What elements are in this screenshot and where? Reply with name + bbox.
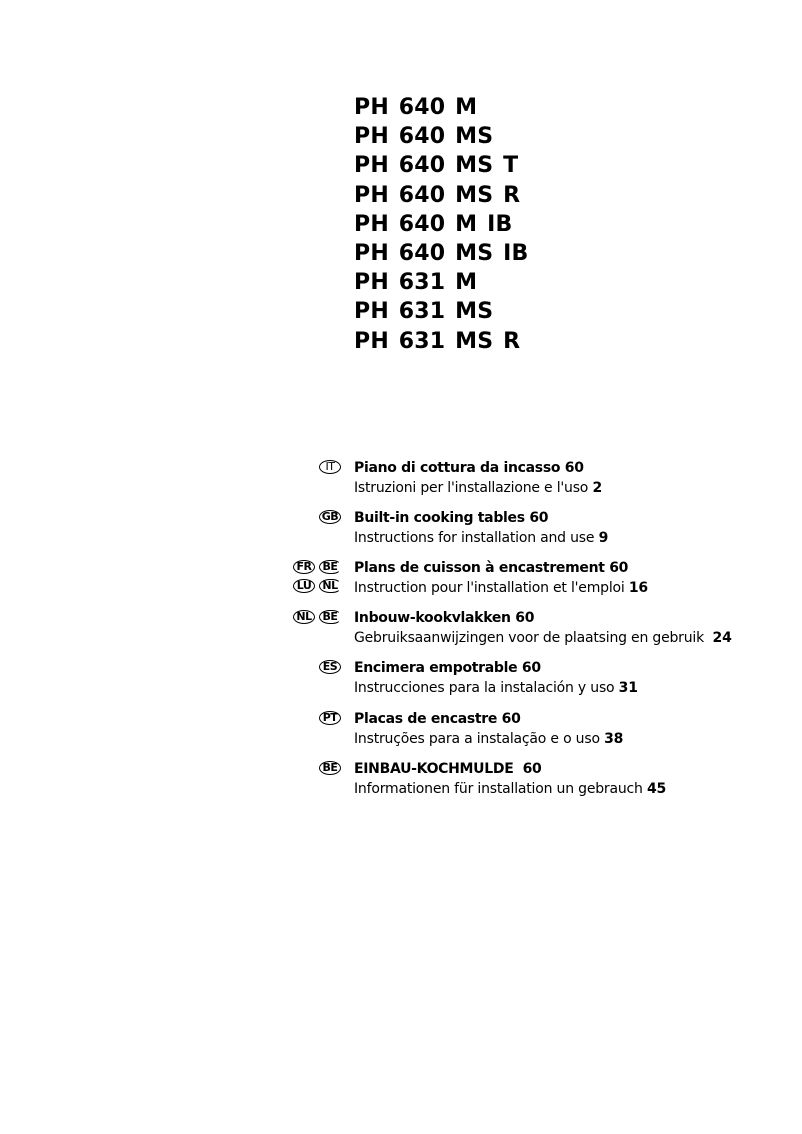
model-name: PH 631 M bbox=[354, 270, 478, 296]
page-number[interactable]: 9 bbox=[598, 530, 609, 547]
toc-entry-nl bbox=[0, 608, 802, 658]
country-badge-icon: PT bbox=[319, 711, 341, 725]
model-name: PH 631 MS bbox=[354, 299, 494, 325]
model-list bbox=[354, 93, 529, 356]
toc-subtitle: Instruções para a instalação e o uso 38 bbox=[354, 730, 624, 747]
country-badge-icon: BE bbox=[319, 761, 341, 775]
toc-entry-de bbox=[0, 759, 802, 809]
country-badge-icon: BE bbox=[319, 610, 341, 624]
page-number[interactable]: 31 bbox=[618, 680, 638, 697]
toc-subtitle: Instrucciones para la instalación y uso 31 bbox=[354, 680, 638, 697]
country-badge-icon: LU bbox=[293, 579, 315, 593]
page-number[interactable]: 45 bbox=[646, 780, 667, 797]
model-name: PH 631 MS R bbox=[354, 328, 521, 354]
country-badge-icon: NL bbox=[293, 610, 315, 624]
page-number[interactable]: 24 bbox=[712, 630, 732, 647]
country-badge-icon: NL bbox=[319, 579, 341, 593]
toc-title: Encimera empotrable 60 bbox=[354, 660, 541, 677]
toc-entry-fr bbox=[0, 558, 802, 608]
page-number[interactable]: 16 bbox=[628, 579, 648, 596]
toc-subtitle: Informationen für installation un gebrauch 45 bbox=[354, 780, 667, 797]
page-number[interactable]: 38 bbox=[604, 730, 624, 747]
country-badge-icon: IT bbox=[319, 460, 341, 474]
toc-subtitle: Instruction pour l'installation et l'emploi 16 bbox=[354, 579, 648, 596]
toc-entry-es bbox=[0, 658, 802, 708]
toc-title: EINBAU-KOCHMULDE 60 bbox=[354, 760, 542, 777]
model-name: PH 640 MS R bbox=[354, 182, 521, 208]
model-name: PH 640 MS IB bbox=[354, 240, 529, 266]
toc-subtitle: Instructions for installation and use 9 bbox=[354, 530, 609, 547]
country-badge-icon: ES bbox=[319, 660, 341, 674]
country-badge-icon: FR bbox=[293, 560, 315, 574]
model-name: PH 640 MS T bbox=[354, 153, 519, 179]
toc-subtitle: Gebruiksaanwijzingen voor de plaatsing en gebruik 24 bbox=[354, 630, 732, 647]
toc-title: Placas de encastre 60 bbox=[354, 710, 521, 727]
toc-title: Built-in cooking tables 60 bbox=[354, 510, 549, 527]
table-of-contents bbox=[0, 458, 802, 809]
model-name: PH 640 M bbox=[354, 95, 478, 120]
toc-title: Piano di cottura da incasso 60 bbox=[354, 460, 584, 476]
country-badge-icon: GB bbox=[319, 510, 341, 524]
country-badge-icon: BE bbox=[319, 560, 341, 574]
toc-entry-gb bbox=[0, 508, 802, 558]
toc-entry-it bbox=[0, 458, 802, 508]
toc-title: Plans de cuisson à encastrement 60 bbox=[354, 559, 629, 576]
model-name: PH 640 M IB bbox=[354, 211, 513, 237]
toc-subtitle: Istruzioni per l'installazione e l'uso 2 bbox=[354, 480, 602, 496]
toc-title: Inbouw-kookvlakken 60 bbox=[354, 610, 535, 627]
model-name: PH 640 MS bbox=[354, 124, 494, 150]
toc-entry-pt bbox=[0, 709, 802, 759]
page-number[interactable]: 2 bbox=[592, 480, 602, 496]
